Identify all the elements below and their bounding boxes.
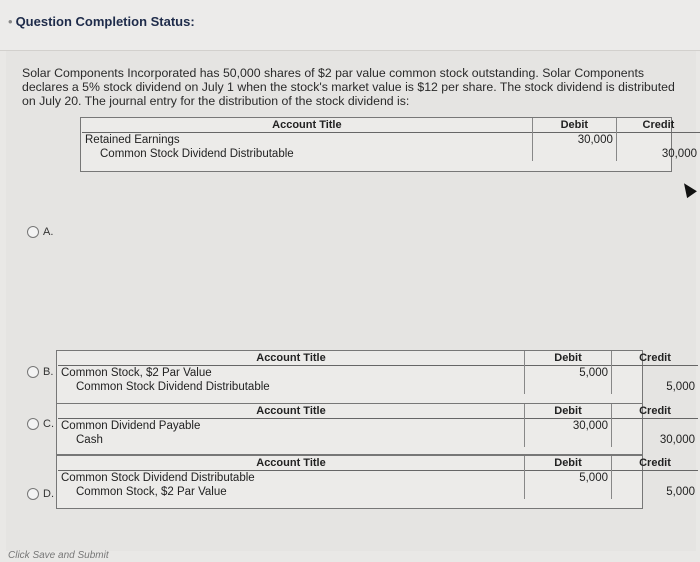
credit-cell: 5,000: [612, 380, 699, 394]
credit-cell: 5,000: [612, 485, 699, 499]
radio-a[interactable]: [27, 226, 39, 238]
credit-cell: [616, 133, 700, 148]
radio-b[interactable]: [27, 366, 39, 378]
option-b-table: [58, 351, 698, 394]
debit-cell: 5,000: [525, 471, 612, 486]
account-title-cell: Common Stock, $2 Par Value: [76, 486, 227, 498]
debit-cell: [525, 485, 612, 499]
debit-header: Debit: [532, 118, 616, 133]
table-row: [82, 147, 700, 161]
debit-header: Debit: [525, 404, 612, 419]
account-title-header: Account Title: [272, 119, 342, 131]
debit-cell: [525, 433, 612, 447]
account-title-header: Account Title: [256, 352, 326, 364]
footer-hint: Click Save and Submit: [8, 550, 109, 561]
bullet-icon: •: [8, 14, 13, 29]
debit-cell: 30,000: [525, 419, 612, 434]
option-c[interactable]: [27, 418, 54, 430]
option-d-table: [58, 456, 698, 499]
table-row: [58, 471, 698, 486]
credit-cell: [612, 419, 699, 434]
page-title: [8, 14, 195, 29]
account-title-cell: Retained Earnings: [82, 133, 532, 148]
table-header-row: [58, 456, 698, 471]
option-d[interactable]: [27, 488, 54, 500]
radio-c[interactable]: [27, 418, 39, 430]
question-text: Solar Components Incorporated has 50,000 shares of $2 par value common stock outstanding. Solar Components declares a 5% stock dividend on July 1 when the stock's market value is $12 per share. The stock dividend is distributed on July 20. The journal entry for the distribution of the stock dividend is:: [22, 66, 675, 108]
debit-cell: [525, 380, 612, 394]
option-b-label: B.: [43, 366, 54, 378]
option-c-label: C.: [43, 418, 54, 430]
table-header-row: [58, 404, 698, 419]
table-header-row: [58, 351, 698, 366]
credit-header: Credit: [612, 404, 699, 419]
credit-header: Credit: [612, 351, 699, 366]
account-title-cell: Cash: [76, 434, 103, 446]
credit-cell: 30,000: [612, 433, 699, 447]
table-row: [58, 380, 698, 394]
credit-cell: [612, 471, 699, 486]
credit-cell: [612, 366, 699, 381]
option-a-label: A.: [43, 226, 54, 238]
status-header: [0, 0, 700, 51]
option-a[interactable]: [27, 226, 53, 238]
radio-d[interactable]: [27, 488, 39, 500]
account-title-cell: Common Stock Dividend Distributable: [100, 148, 294, 160]
account-title-header: Account Title: [256, 457, 326, 469]
table-row: [58, 419, 698, 434]
table-row: [58, 485, 698, 499]
account-title-cell: Common Stock Dividend Distributable: [76, 381, 270, 393]
table-row: [58, 366, 698, 381]
debit-cell: [532, 147, 616, 161]
option-d-label: D.: [43, 488, 54, 500]
table-header-row: [82, 118, 700, 133]
account-title-cell: Common Stock Dividend Distributable: [58, 471, 525, 486]
credit-header: Credit: [612, 456, 699, 471]
credit-cell: 30,000: [616, 147, 700, 161]
question-journal-table: [82, 118, 700, 161]
debit-cell: 5,000: [525, 366, 612, 381]
debit-header: Debit: [525, 456, 612, 471]
table-row: [82, 133, 700, 148]
account-title-cell: Common Dividend Payable: [58, 419, 525, 434]
debit-header: Debit: [525, 351, 612, 366]
table-row: [58, 433, 698, 447]
account-title-header: Account Title: [256, 405, 326, 417]
credit-header: Credit: [616, 118, 700, 133]
page-title-text: Question Completion Status:: [15, 14, 195, 29]
account-title-cell: Common Stock, $2 Par Value: [58, 366, 525, 381]
option-c-table: [58, 404, 698, 447]
option-b[interactable]: [27, 366, 53, 378]
debit-cell: 30,000: [532, 133, 616, 148]
